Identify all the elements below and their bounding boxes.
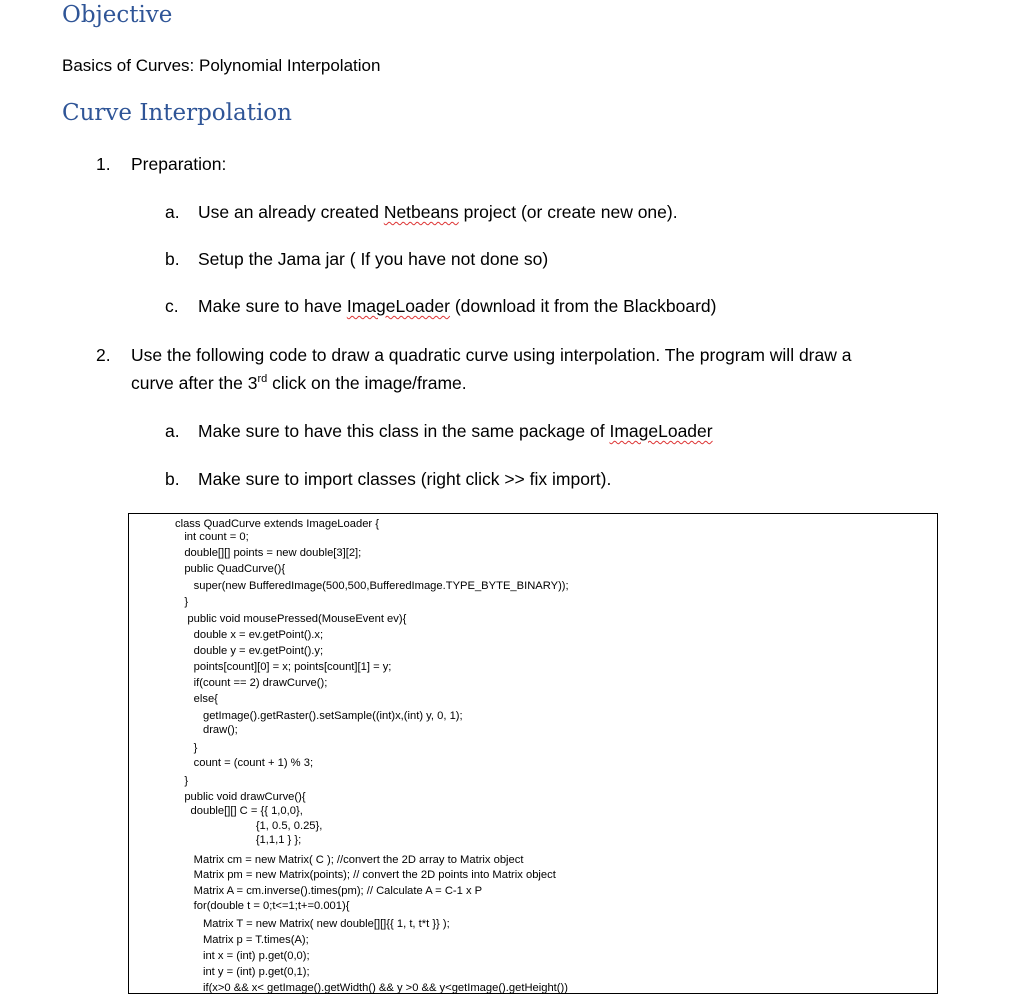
code-line: Matrix pm = new Matrix(points); // convert the 2D points into Matrix object [175, 869, 556, 881]
code-line: count = (count + 1) % 3; [175, 757, 314, 769]
step1-item-a [198, 202, 678, 223]
code-line: public void mousePressed(MouseEvent ev){ [175, 613, 407, 625]
step1-item-a-pre: Use an already created [198, 202, 384, 222]
step1-item-c [198, 296, 717, 317]
step1-item-a-letter: a. [165, 202, 180, 222]
code-line: class QuadCurve extends ImageLoader { [175, 518, 379, 530]
subtitle: Basics of Curves: Polynomial Interpolation [62, 56, 381, 75]
code-line: Matrix p = T.times(A); [175, 934, 309, 946]
code-line: public QuadCurve(){ [175, 563, 286, 575]
code-line: points[count][0] = x; points[count][1] = y; [175, 661, 392, 673]
step1-item-b: Setup the Jama jar ( If you have not done so) [198, 249, 549, 269]
code-line: double[][] C = {{ 1,0,0}, [175, 805, 303, 817]
step2-item-a [198, 421, 713, 442]
step2-item-b: Make sure to import classes (right click >> fix import). [198, 469, 612, 489]
step1-item-c-letter: c. [165, 296, 179, 316]
code-line: double[][] points = new double[3][2]; [175, 547, 362, 559]
step2-line2-pre: curve after the 3 [131, 373, 258, 393]
heading-curve-interpolation: Curve Interpolation [62, 100, 292, 126]
code-line: int y = (int) p.get(0,1); [175, 966, 310, 978]
step2-number: 2. [96, 345, 111, 365]
code-line: double x = ev.getPoint().x; [175, 629, 324, 641]
code-line: for(double t = 0;t<=1;t+=0.001){ [175, 900, 350, 912]
step2-item-a-imageloader: ImageLoader [609, 421, 713, 441]
code-line: int count = 0; [175, 531, 249, 543]
step2-line2-sup: rd [257, 373, 268, 386]
code-line: Matrix cm = new Matrix( C ); //convert the 2D array to Matrix object [175, 854, 524, 866]
code-line: super(new BufferedImage(500,500,BufferedImage.TYPE_BYTE_BINARY)); [175, 580, 569, 592]
code-line: else{ [175, 693, 218, 705]
step2-line1: Use the following code to draw a quadratic curve using interpolation. The program will draw a [131, 345, 852, 365]
code-line: {1,1,1 } }; [175, 834, 302, 846]
step2-item-a-pre: Make sure to have this class in the same package of [198, 421, 610, 441]
code-line: Matrix T = new Matrix( new double[][]{{ 1, t, t*t }} ); [175, 918, 450, 930]
code-block [128, 513, 938, 994]
heading-objective: Objective [62, 2, 173, 28]
step1-item-a-post: project (or create new one). [458, 202, 678, 222]
code-line: getImage().getRaster().setSample((int)x,(int) y, 0, 1); [175, 710, 463, 722]
step1-item-c-imageloader: ImageLoader [346, 296, 450, 316]
code-line: } [175, 742, 198, 754]
step1-item-a-netbeans: Netbeans [383, 202, 459, 222]
code-line: } [175, 596, 189, 608]
code-line: double y = ev.getPoint().y; [175, 645, 324, 657]
code-line: int x = (int) p.get(0,0); [175, 950, 310, 962]
step2-line2-post: click on the image/frame. [267, 373, 467, 393]
step2-item-a-letter: a. [165, 421, 180, 441]
step1-title: Preparation: [131, 154, 227, 174]
code-line: } [175, 775, 189, 787]
code-line: public void drawCurve(){ [175, 791, 306, 803]
step2-item-b-letter: b. [165, 469, 180, 489]
code-line: Matrix A = cm.inverse().times(pm); // Calculate A = C-1 x P [175, 885, 483, 897]
code-line: draw(); [175, 724, 238, 736]
step1-item-b-letter: b. [165, 249, 180, 269]
step1-item-c-pre: Make sure to have [198, 296, 347, 316]
step2-line2 [131, 373, 467, 394]
step1-number: 1. [96, 154, 111, 174]
code-line: if(x>0 && x< getImage().getWidth() && y >0 && y<getImage().getHeight()) [175, 982, 568, 994]
code-line: {1, 0.5, 0.25}, [175, 820, 323, 832]
step1-item-c-post: (download it from the Blackboard) [449, 296, 717, 316]
code-line: if(count == 2) drawCurve(); [175, 677, 328, 689]
